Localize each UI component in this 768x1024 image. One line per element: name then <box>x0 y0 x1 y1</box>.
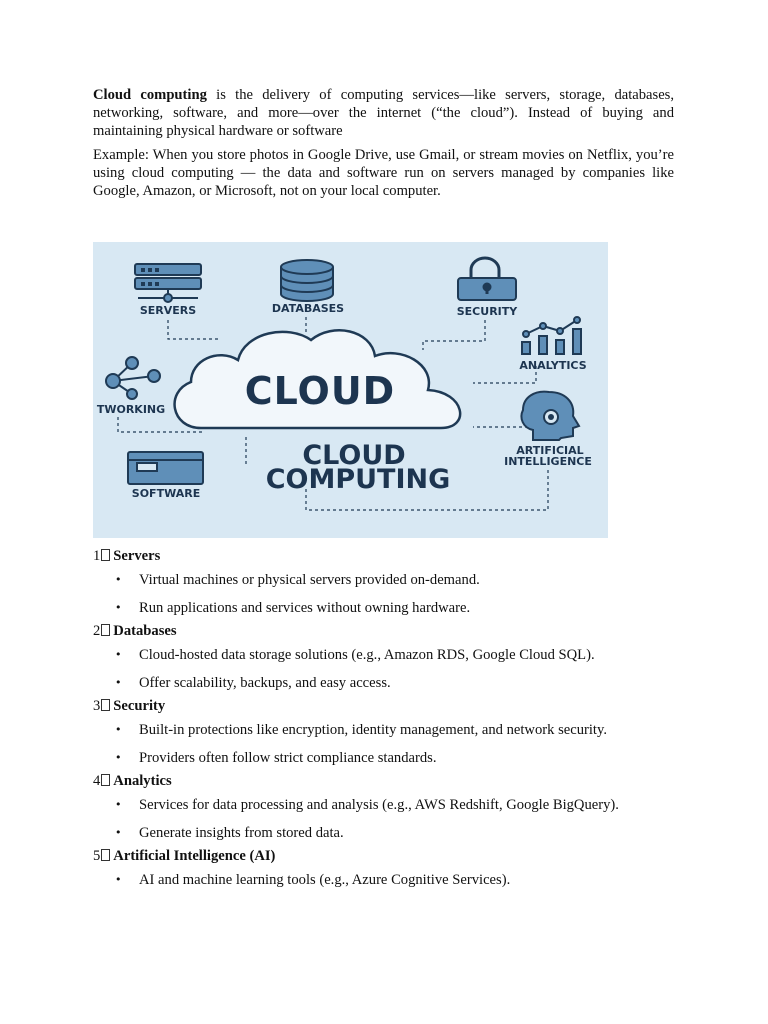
missing-glyph-icon <box>101 549 110 561</box>
intro-text <box>93 86 674 200</box>
cloud-label: CLOUD <box>244 369 396 413</box>
section-heading <box>93 547 693 566</box>
section-bullets <box>93 641 693 697</box>
definition-text: is the delivery of computing services—like servers, storage, databases, networking, software, and more—over the internet (“the cloud”). Instead of buying and maintaining physical hardware or software <box>93 87 675 139</box>
missing-glyph-icon <box>101 624 110 636</box>
definition-paragraph <box>93 86 674 140</box>
bullet-item: • AI and machine learning tools (e.g., Azure Cognitive Services). <box>93 866 693 894</box>
bullet-item: • Built-in protections like encryption, identity management, and network security. <box>93 716 693 744</box>
network-nodes-icon <box>106 357 160 399</box>
analytics-label: ANALYTICS <box>519 359 587 372</box>
databases-label: DATABASES <box>271 302 345 315</box>
bullet-item: • Virtual machines or physical servers provided on-demand. <box>93 566 693 594</box>
bullet-item: • Run applications and services without owning hardware. <box>93 594 693 622</box>
section-title: Databases <box>113 623 177 639</box>
cloud-computing-illustration <box>93 242 608 538</box>
example-paragraph: Example: When you store photos in Google Drive, use Gmail, or stream movies on Netflix, you’re using cloud computing — the data and software run on servers managed by companies like Google, Amazon, or Microsoft, not on your local computer. <box>93 147 674 199</box>
servers-icon <box>135 264 201 302</box>
services-list <box>93 547 693 894</box>
lock-icon <box>458 258 516 300</box>
bullet-item: • Cloud-hosted data storage solutions (e.g., Amazon RDS, Google Cloud SQL). <box>93 641 693 669</box>
ai-label-line1: ARTIFICIAL <box>516 444 584 457</box>
database-icon <box>281 260 333 301</box>
figure-title-line2: COMPUTING <box>265 464 451 495</box>
missing-glyph-icon <box>101 774 110 786</box>
section-number: 1 <box>93 548 101 564</box>
analytics-chart-icon <box>522 317 581 354</box>
section-heading <box>93 622 693 641</box>
figure-title-line1: CLOUD <box>302 440 406 471</box>
bullet-item: • Offer scalability, backups, and easy access. <box>93 669 693 697</box>
bullet-item: • Generate insights from stored data. <box>93 819 693 847</box>
software-window-icon <box>128 452 203 484</box>
section-number: 5 <box>93 848 101 864</box>
section-bullets <box>93 866 693 894</box>
section-title: Artificial Intelligence (AI) <box>113 848 276 864</box>
networking-label: TWORKING <box>96 403 166 416</box>
servers-label: SERVERS <box>139 304 197 317</box>
section-heading <box>93 847 693 866</box>
section-title: Security <box>113 698 166 714</box>
missing-glyph-icon <box>101 849 110 861</box>
section-bullets <box>93 566 693 622</box>
security-label: SECURITY <box>456 305 518 318</box>
section-bullets <box>93 791 693 847</box>
section-title: Analytics <box>113 773 172 789</box>
section-number: 2 <box>93 623 101 639</box>
section-title: Servers <box>113 548 161 564</box>
bullet-item: • Providers often follow strict compliance standards. <box>93 744 693 772</box>
ai-label-line2: INTELLIGENCE <box>504 455 592 468</box>
section-number: 3 <box>93 698 101 714</box>
ai-head-icon <box>521 392 579 440</box>
section-bullets <box>93 716 693 772</box>
section-heading <box>93 697 693 716</box>
missing-glyph-icon <box>101 699 110 711</box>
software-label: SOFTWARE <box>131 487 201 500</box>
bullet-item: • Services for data processing and analysis (e.g., AWS Redshift, Google BigQuery). <box>93 791 693 819</box>
section-number: 4 <box>93 773 101 789</box>
section-heading <box>93 772 693 791</box>
definition-term: Cloud computing <box>93 87 207 103</box>
